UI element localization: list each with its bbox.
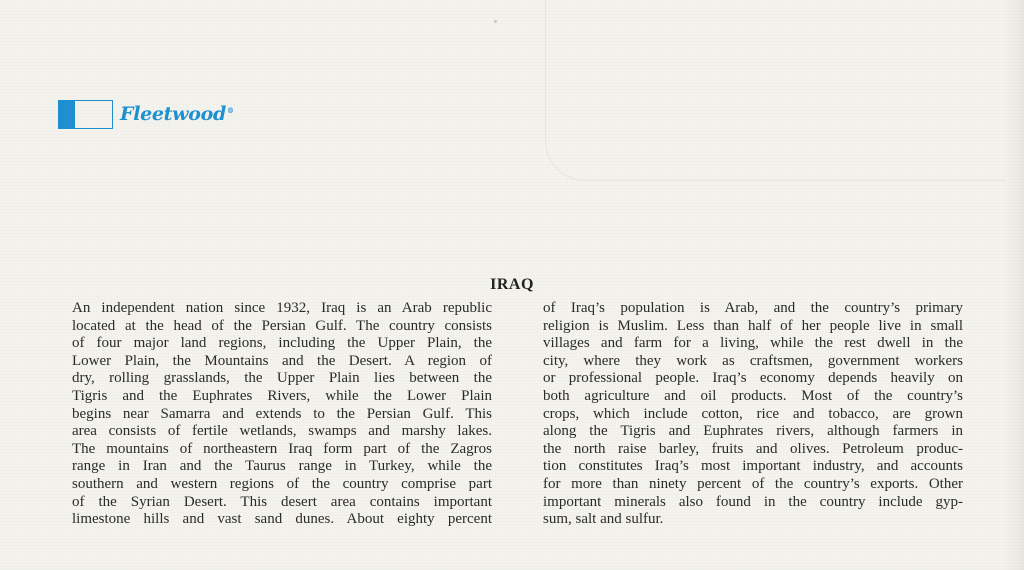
brand-logo	[58, 100, 234, 129]
text-line: The mountains of northeastern Iraq form part of the Zagros	[72, 440, 492, 457]
article-title: IRAQ	[490, 276, 534, 293]
text-line: important minerals also found in the country include gyp-	[543, 493, 963, 510]
text-line: limestone hills and vast sand dunes. About eighty percent	[72, 511, 492, 528]
text-line: Tigris and the Euphrates Rivers, while the Lower Plain	[72, 387, 492, 404]
envelope-flap-seam	[545, 0, 1006, 181]
text-line: or professional people. Iraq’s economy depends heavily on	[543, 370, 963, 387]
text-line: of the Syrian Desert. This desert area contains important	[72, 493, 492, 510]
text-line: begins near Samarra and extends to the Persian Gulf. This	[72, 405, 492, 422]
text-line: the north raise barley, fruits and olives. Petroleum produc-	[543, 440, 963, 457]
text-line: Lower Plain, the Mountains and the Desert. A region of	[72, 352, 492, 369]
left-text-column	[72, 300, 492, 529]
text-line: villages and farm for a living, while the rest dwell in the	[543, 335, 963, 352]
text-line: range in Iran and the Taurus range in Turkey, while the	[72, 458, 492, 475]
text-line: sum, salt and sulfur.	[543, 511, 664, 528]
text-line: southern and western regions of the country comprise part	[72, 475, 492, 492]
right-text-column	[543, 300, 963, 529]
text-line: crops, which include cotton, rice and tobacco, are grown	[543, 405, 963, 422]
registered-mark: ®	[226, 105, 234, 115]
text-line: for more than ninety percent of the country’s exports. Other	[543, 475, 963, 492]
text-line: both agriculture and oil products. Most of the country’s	[543, 387, 963, 404]
text-line: religion is Muslim. Less than half of her people live in small	[543, 317, 963, 334]
paper-speck	[494, 20, 497, 23]
text-line: of four major land regions, including the Upper Plain, the	[72, 335, 492, 352]
text-line: city, where they work as craftsmen, government workers	[543, 352, 963, 369]
text-line: located at the head of the Persian Gulf. The country consists	[72, 317, 492, 334]
text-line: area consists of fertile wetlands, swamps and marshy lakes.	[72, 423, 492, 440]
text-line: tion constitutes Iraq’s most important industry, and accounts	[543, 458, 963, 475]
text-line: along the Tigris and Euphrates rivers, although farmers in	[543, 423, 963, 440]
logo-square-fill	[59, 101, 75, 128]
text-line: An independent nation since 1932, Iraq is an Arab republic	[72, 300, 492, 316]
text-line: dry, rolling grasslands, the Upper Plain lies between the	[72, 370, 492, 387]
logo-square-icon	[58, 100, 113, 129]
brand-wordmark	[120, 105, 234, 124]
brand-name: Fleetwood	[120, 103, 226, 125]
text-line: of Iraq’s population is Arab, and the country’s primary	[543, 300, 963, 316]
